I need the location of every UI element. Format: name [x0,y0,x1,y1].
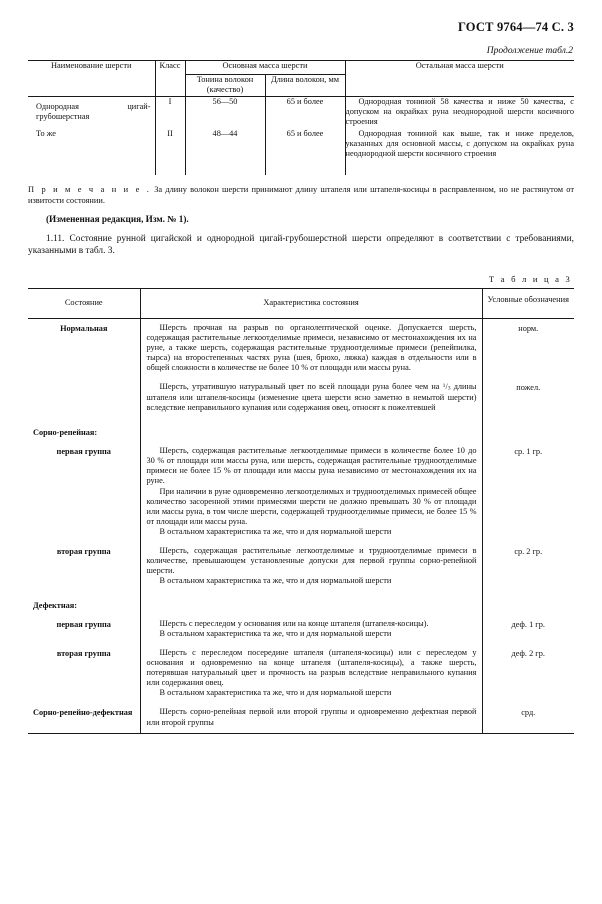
cell-symbol [482,592,574,615]
cell-wool-name: Однородная цигай-грубошерстная [28,96,155,127]
characteristic-paragraph: Шерсть, содержащая растительные легкоотделимые примеси в количестве более 10 до 30 % от площади или массы руна, или шерсть, содержащая растительные трудноотделимые примеси не более 15 % от площади или массы руна независимо от местонахождения их на руне. [146,446,477,486]
revision-text: (Измененная редакция, Изм. № 1). [46,214,189,225]
cell-state [28,378,140,418]
cell-state: вторая группа [28,644,140,704]
revision-note [28,213,574,225]
cell-state: первая группа [28,615,140,644]
page-content [28,0,574,734]
cell-rest-mass: Однородная тониной 58 качества и ниже 50 качества, с допуском на окрайках руна неоднородной шерсти косичного строения [345,96,574,126]
cell-symbol: деф. 2 гр. [511,648,545,658]
cell-symbol: норм. [482,318,574,378]
characteristic-paragraph: В остальном характеристика та же, что и для нормальной шерсти [159,688,392,698]
characteristic-paragraph: Шерсть сорно-репейная первой или второй группы и одновременно дефектная первой или второй группы [146,707,477,727]
table-3 [28,288,574,733]
cell-wool-name: То же [28,127,155,175]
characteristic-paragraph: В остальном характеристика та же, что и для нормальной шерсти [159,576,392,586]
cell-symbol: срд. [482,703,574,733]
cell-state-group: Сорно-репейно-дефектная [28,703,140,733]
th-length: Длина волокон, мм [265,74,345,96]
cell-symbol: ср. 1 гр. [514,447,543,457]
th-class: Класс [155,61,185,97]
characteristic-paragraph: При наличии в руне одновременно легкоотделимых и трудноотделимых примесей общее количество засоренной этими примесями шерсти не должно превышать 30 % от площади или массы руна, в том числе шерсти, содержащей трудноотделимые примеси, не более 15 % от площади или массы руна. [146,486,477,526]
table-row [28,418,574,442]
clause-1-11 [28,233,574,258]
th-main-mass-group: Основная масса шерсти [185,61,345,75]
cell-rest-mass: Однородная тониной как выше, так и ниже пределов, указанных для основной массы, с допуском на окрайках руна неоднородной шерсти косичного строения [345,128,574,159]
table-continuation-label: Продолжение табл.2 [486,46,573,56]
th-name: Наименование шерсти [28,61,155,97]
table-3-header-row [28,289,574,319]
table-row [28,592,574,615]
cell-state: первая группа [28,442,140,542]
table-row [28,318,574,378]
cell-state: Нормальная [28,318,140,378]
characteristic-paragraph: Шерсть прочная на разрыв по органолептической оценке. Допускается шерсть, содержащая растительные легкоотделимые примеси, независимо от местонахождения их на руне, а также шерсть, содержащая растительные трудноотделимые примеси (репейпилка, тырса) на второстепенных частях руна (шея, брюхо, ляжка) каждая в отдельности или в общей сложности в количестве не более 10 % от площади или массы руна. [146,322,477,373]
cell-state-group: Сорно-репейная: [28,418,140,442]
cell-symbol: деф. 1 гр. [511,619,545,629]
cell-characteristic [140,542,482,591]
table-row [28,703,574,733]
cell-characteristic [140,378,482,418]
th-state: Состояние [28,289,140,319]
table-2-header-row-1 [28,61,574,75]
characteristic-paragraph: Шерсть, содержащая растительные легкоотделимые и трудноотделимые примеси в количестве, превышающем установленные допуски для первой группы сорно-репейной шерсти. [146,546,477,576]
th-symbol: Условные обозначения [482,289,574,319]
clause-number: 1.11. [46,233,65,244]
cell-class: I [155,96,185,127]
cell-characteristic [140,442,482,542]
table-row [28,442,574,542]
table-row [28,127,574,175]
cell-symbol: ср. 2 гр. [514,547,543,557]
characteristic-paragraph: Шерсть с переследом у основания или на конце штапеля (штапеля-косицы). [159,618,429,628]
cell-characteristic [140,615,482,644]
cell-characteristic [140,318,482,378]
note-text: За длину волокон шерсти принимают длину штапеля или штапеля-косицы в расправленном, но не растянутом от извитости состоянии. [28,185,575,206]
cell-length: 65 и более [265,127,345,175]
cell-symbol [482,418,574,442]
characteristic-paragraph: Шерсть, утратившую натуральный цвет по всей площади руна более чем на $^1/_3$ длины штапеля или штапеля-косицы (изменение цвета шерсти ясно заметно в немытой шерсти) вследствие неправильного купания или содержания овец, относят к пожелтевшей [146,382,477,412]
cell-characteristic [140,592,482,615]
table-row [28,542,574,591]
th-rest-mass: Остальная масса шерсти [345,61,574,97]
th-characteristic: Характеристика состояния [140,289,482,319]
cell-length: 65 и более [265,96,345,127]
table-2-continued [28,60,574,175]
cell-characteristic [140,703,482,733]
cell-fineness: 56—50 [185,96,265,127]
running-head-standard: ГОСТ 9764—74 С. 3 [457,20,574,34]
cell-fineness: 48—44 [185,127,265,175]
note-block [28,184,574,206]
clause-text: Состояние рунной цигайской и однородной цигай-грубошерстной шерсти определяют в соответствии с требованиями, указанными в табл. 3. [28,233,574,257]
characteristic-paragraph: В остальном характеристика та же, что и для нормальной шерсти [159,628,392,638]
cell-characteristic [140,644,482,704]
cell-characteristic [140,418,482,442]
characteristic-paragraph: В остальном характеристика та же, что и для нормальной шерсти [159,526,392,536]
table-row [28,96,574,127]
cell-symbol: пожел. [516,383,541,393]
table-row [28,615,574,644]
cell-state: вторая группа [28,542,140,591]
table-3-caption: Т а б л и ц а 3 [488,274,572,285]
th-fineness: Тонина волокон (качество) [185,74,265,96]
table-row [28,378,574,418]
table-row [28,644,574,704]
cell-class: II [155,127,185,175]
characteristic-paragraph: Шерсть с переследом посередине штапеля (штапеля-косицы) или с переследом у основания и одновременно на конце штапеля (штапеля-косицы), а также шерсть, потерявшая натуральный цвет и прочность на разрыв вследствие неправильного купания или содержания овец. [146,647,477,688]
note-label: П р и м е ч а н и е . [28,185,151,195]
cell-state-group: Дефектная: [28,592,140,615]
